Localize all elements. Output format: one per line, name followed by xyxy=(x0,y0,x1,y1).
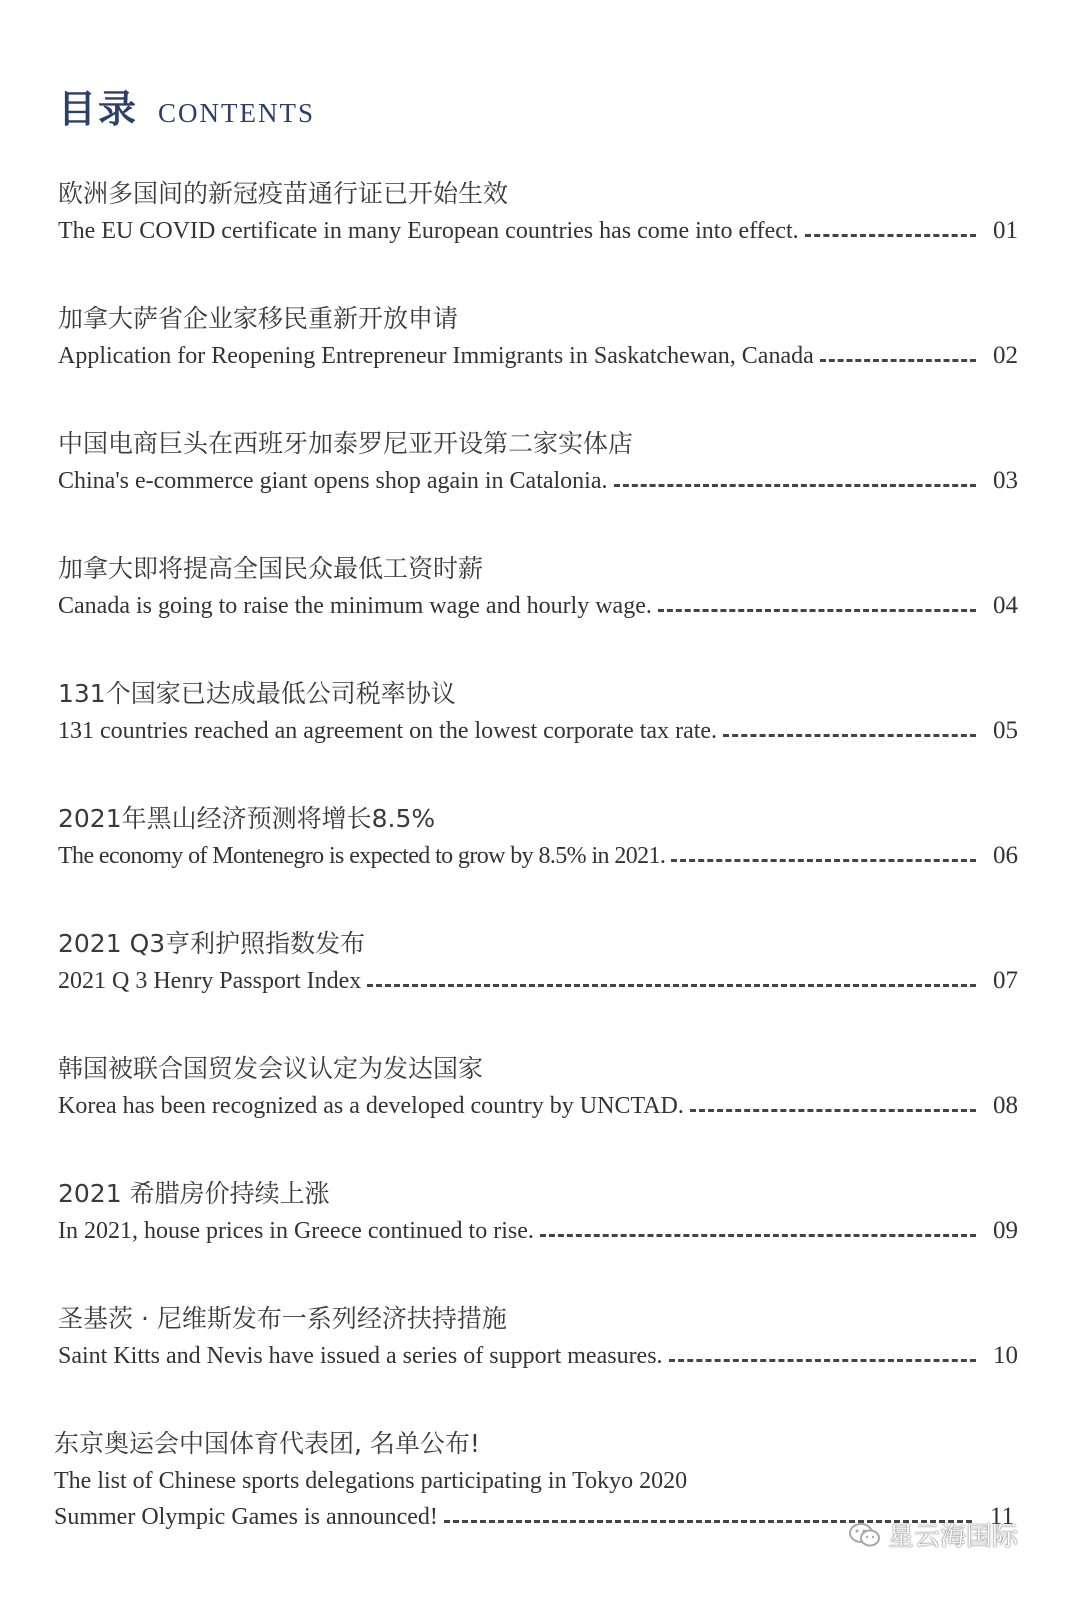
toc-entry-09[interactable] xyxy=(58,1175,1018,1300)
dotted-leader xyxy=(540,1234,976,1237)
entry-title-en: Canada is going to raise the minimum wage and hourly wage. xyxy=(58,593,652,619)
entry-en-row xyxy=(58,338,1018,374)
page-number: 11 xyxy=(989,1503,1014,1530)
entry-title-en: China's e-commerce giant opens shop again in Catalonia. xyxy=(58,468,608,494)
entry-en-row xyxy=(58,713,1018,749)
dotted-leader xyxy=(820,359,976,362)
page-number: 10 xyxy=(993,1342,1018,1369)
dotted-leader xyxy=(690,1109,976,1112)
page-title-en: CONTENTS xyxy=(158,98,316,128)
toc-header xyxy=(58,78,315,133)
entry-title-cn: 2021 希腊房价持续上涨 xyxy=(58,1179,330,1208)
dotted-leader xyxy=(669,1359,976,1362)
entry-title-en-line2: Summer Olympic Games is announced! xyxy=(54,1504,438,1530)
page-number: 03 xyxy=(993,467,1018,494)
entry-en-row xyxy=(58,963,1018,999)
entry-en-row xyxy=(58,1213,1018,1249)
entry-title-en: 2021 Q 3 Henry Passport Index xyxy=(58,968,362,994)
page-number: 07 xyxy=(993,967,1018,994)
dotted-leader xyxy=(805,234,976,237)
entry-en-row xyxy=(58,1338,1018,1374)
entry-title-cn: 韩国被联合国贸发会议认定为发达国家 xyxy=(58,1054,484,1083)
dotted-leader xyxy=(658,609,976,612)
entry-en-row xyxy=(58,463,1018,499)
entry-title-cn: 圣基茨 · 尼维斯发布一系列经济扶持措施 xyxy=(58,1304,507,1333)
entry-title-cn: 2021 Q3亨利护照指数发布 xyxy=(58,929,366,958)
page-number: 02 xyxy=(993,342,1018,369)
entry-title-en: Korea has been recognized as a developed country by UNCTAD. xyxy=(58,1093,684,1119)
toc-entry-02[interactable] xyxy=(58,300,1018,425)
entry-title-en: Saint Kitts and Nevis have issued a series of support measures. xyxy=(58,1343,663,1369)
dotted-leader xyxy=(671,859,976,862)
watermark xyxy=(848,1516,1018,1553)
page-number: 09 xyxy=(993,1217,1018,1244)
dotted-leader xyxy=(723,734,976,737)
toc-entry-03[interactable] xyxy=(58,425,1018,550)
page-title-cn: 目录 xyxy=(58,86,139,131)
toc-entry-08[interactable] xyxy=(58,1050,1018,1175)
toc-entry-06[interactable] xyxy=(58,800,1018,925)
toc-entry-01[interactable] xyxy=(58,175,1018,300)
page-number: 06 xyxy=(993,842,1018,869)
entry-title-en: 131 countries reached an agreement on the lowest corporate tax rate. xyxy=(58,718,718,744)
dotted-leader xyxy=(614,484,976,487)
entry-title-en: The EU COVID certificate in many European countries has come into effect. xyxy=(58,218,799,244)
toc-list xyxy=(54,175,1018,1550)
entry-title-cn: 加拿大萨省企业家移民重新开放申请 xyxy=(58,304,459,333)
watermark-text: 星云海国际 xyxy=(887,1522,1018,1552)
entry-en-row xyxy=(58,588,1018,624)
entry-en-row xyxy=(58,1088,1018,1124)
entry-title-cn: 东京奥运会中国体育代表团, 名单公布! xyxy=(54,1429,480,1458)
entry-title-en: Application for Reopening Entrepreneur Immigrants in Saskatchewan, Canada xyxy=(58,343,814,369)
entry-title-en: The economy of Montenegro is expected to grow by 8.5% in 2021. xyxy=(58,843,666,869)
entry-title-en-line1: The list of Chinese sports delegations participating in Tokyo 2020 xyxy=(54,1468,688,1494)
toc-entry-07[interactable] xyxy=(58,925,1018,1050)
page-number: 05 xyxy=(993,717,1018,744)
entry-title-cn: 加拿大即将提高全国民众最低工资时薪 xyxy=(58,554,484,583)
entry-en-row xyxy=(58,838,1018,874)
wechat-icon xyxy=(848,1521,882,1549)
page-number: 08 xyxy=(993,1092,1018,1119)
toc-entry-10[interactable] xyxy=(58,1300,1018,1425)
toc-entry-05[interactable] xyxy=(58,675,1018,800)
entry-en-row xyxy=(58,213,1018,249)
page-number: 01 xyxy=(993,217,1018,244)
toc-entry-04[interactable] xyxy=(58,550,1018,675)
entry-title-cn: 欧洲多国间的新冠疫苗通行证已开始生效 xyxy=(58,179,509,208)
entry-title-cn: 2021年黑山经济预测将增长8.5% xyxy=(58,804,436,833)
entry-title-cn: 131个国家已达成最低公司税率协议 xyxy=(58,679,456,708)
entry-title-en: In 2021, house prices in Greece continued to rise. xyxy=(58,1218,534,1244)
dotted-leader xyxy=(367,984,976,987)
entry-title-cn: 中国电商巨头在西班牙加泰罗尼亚开设第二家实体店 xyxy=(58,429,634,458)
page-number: 04 xyxy=(993,592,1018,619)
